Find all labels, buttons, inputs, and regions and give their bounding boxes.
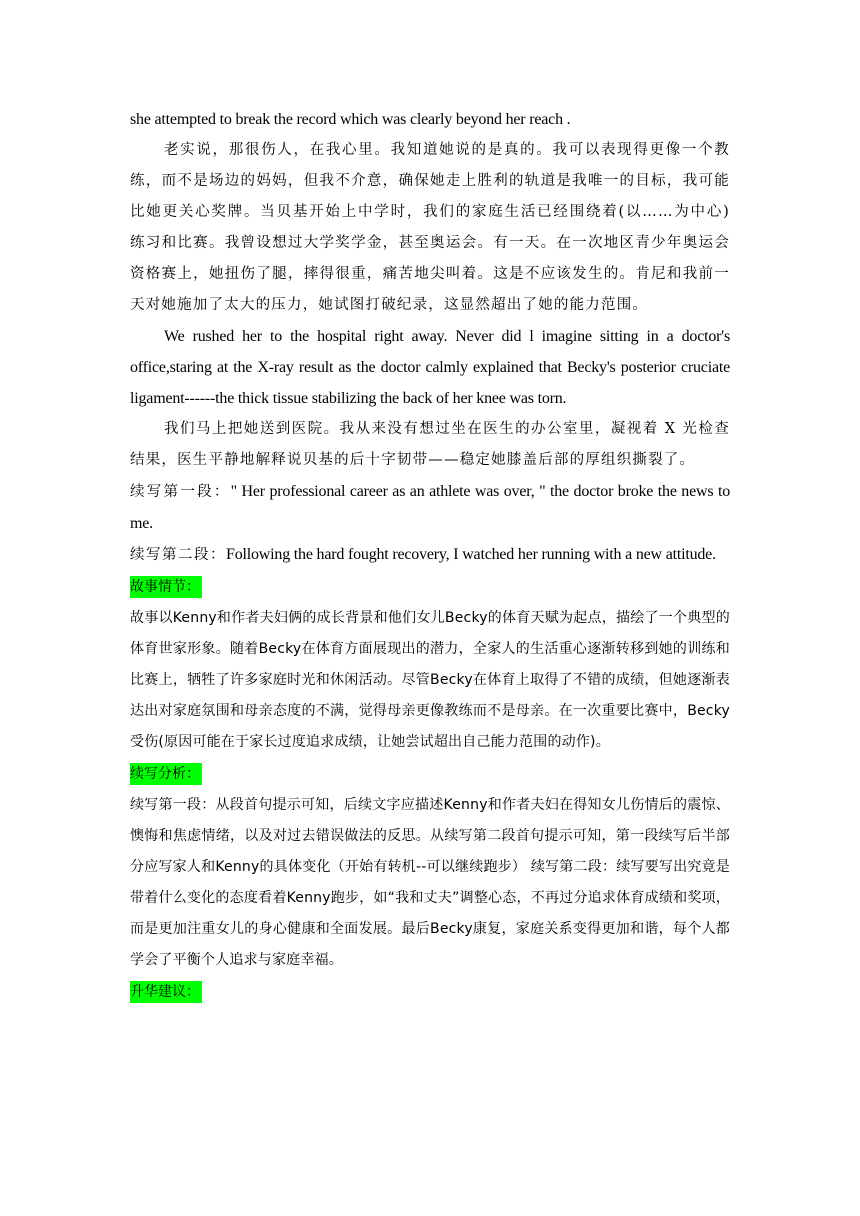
paragraph-chinese-translation-2: 我们马上把她送到医院。我从来没有想过坐在医生的办公室里，凝视着 X 光检查结果，医生平静地解释说贝基的后十字韧带——稳定她膝盖后部的厚组织撕裂了。 [130,421,730,468]
analysis-heading: 续写分析： [130,763,202,785]
continuation-first-text: " Her professional career as an athlete was over, " the doctor broke the news to me. [130,483,730,532]
plot-text: 故事以Kenny和作者夫妇俩的成长背景和他们女儿Becky的体育天赋为起点，描绘了一个典型的体育世家形象。随着Becky在体育方面展现出的潜力，全家人的生活重心逐渐转移到她的训练和比赛上，牺牲了许多家庭时光和休闲活动。尽管Becky在体育上取得了不错的成绩，但她逐渐表达出对家庭氛围和母亲态度的不满，觉得母亲更像教练而不是母亲。在一次重要比赛中，Becky受伤(原因可能在于家长过度追求成绩，让她尝试超出自己能力范围的动作)。 [130,610,730,750]
continuation-first-paragraph [130,476,730,539]
plot-section [130,571,730,758]
plot-heading: 故事情节： [130,576,202,598]
analysis-text: 续写第一段：从段首句提示可知，后续文字应描述Kenny和作者夫妇在得知女儿伤情后的震惊、懊悔和焦虑情绪，以及对过去错误做法的反思。从续写第二段首句提示可知，第一段续写后半部分应写家人和Kenny的具体变化（开始有转机--可以继续跑步） 续写第二段：续写要写出究竟是带着什么变化的态度看着Kenny跑步，如“我和丈夫”调整心态，不再过分追求体育成绩和奖项，而是更加注重女儿的身心健康和全面发展。最后Becky康复，家庭关系变得更加和谐，每个人都学会了平衡个人追求与家庭幸福。 [130,797,730,968]
continuation-second-label: 续写第二段： [130,547,226,563]
analysis-section [130,758,730,976]
upgrade-section [130,976,730,1008]
paragraph-chinese-translation-1: 老实说，那很伤人，在我心里。我知道她说的是真的。我可以表现得更像一个教练，而不是场边的妈妈，但我不介意，确保她走上胜利的轨道是我唯一的目标，我可能比她更关心奖牌。当贝基开始上中学时，我们的家庭生活已经围绕着(以……为中心) 练习和比赛。我曾设想过大学奖学金，甚至奥运会。有一天。在一次地区青少年奥运会资格赛上，她扭伤了腿，摔得很重，痛苦地尖叫着。这是不应该发生的。肯尼和我前一天对她施加了太大的压力，她试图打破纪录，这显然超出了她的能力范围。 [130,142,730,313]
continuation-first-label: 续写第一段： [130,484,231,500]
continuation-second-paragraph [130,539,730,571]
continuation-second-text: Following the hard fought recovery, I watched her running with a new attitude. [226,546,716,563]
document-page [130,104,730,1008]
upgrade-heading: 升华建议： [130,981,202,1003]
paragraph-english-1: she attempted to break the record which was clearly beyond her reach . [130,111,571,128]
paragraph-english-2: We rushed her to the hospital right away. Never did l imagine sitting in a doctor's office,staring at the X-ray result as the doctor calmly explained that Becky's posterior cruciate ligament------the thick tissue stabilizing the back of her knee was torn. [130,328,730,407]
